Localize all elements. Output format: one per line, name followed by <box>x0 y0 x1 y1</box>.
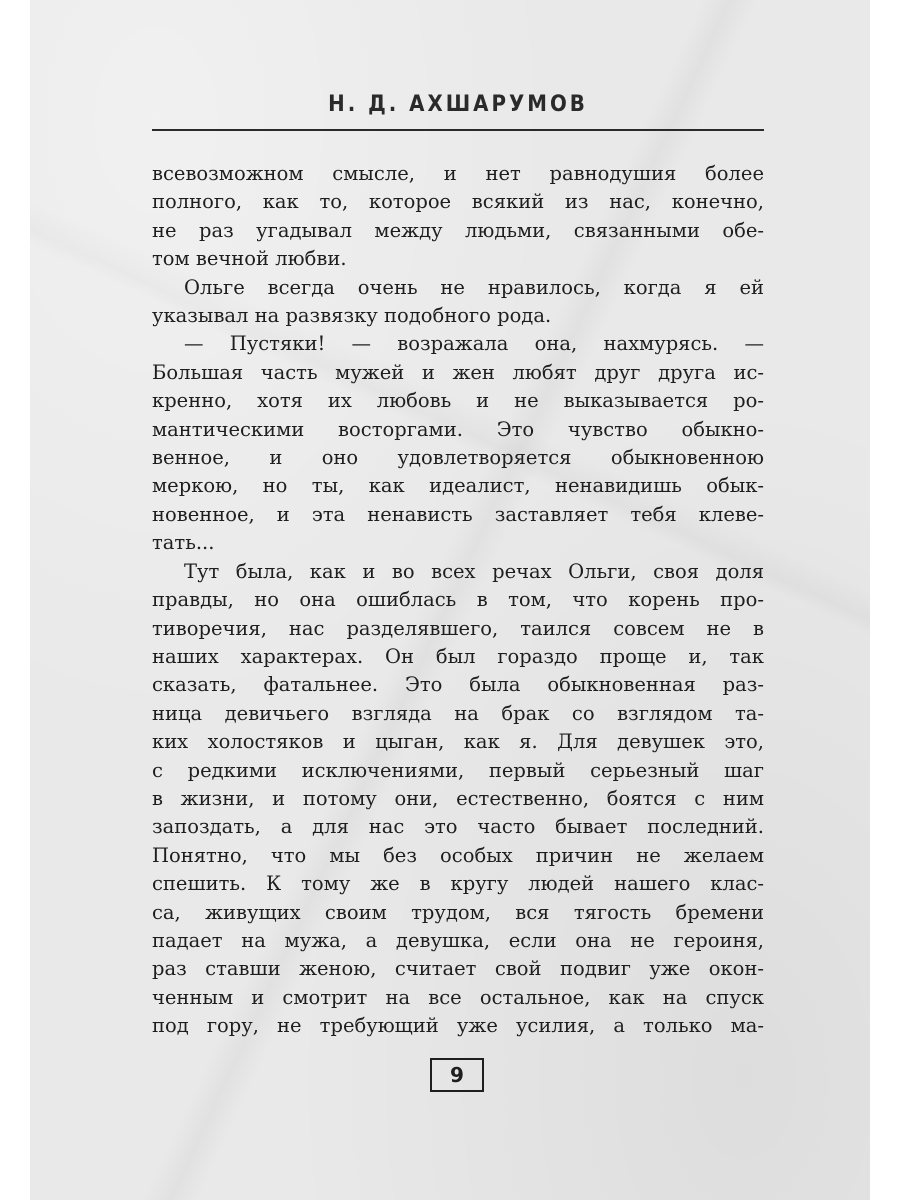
text-line: правды, но она ошиблась в том, что корень про- <box>152 588 764 612</box>
text-line: ких холостяков и цыган, как я. Для девушек это, <box>152 730 764 754</box>
text-line: Большая часть мужей и жен любят друг друга ис- <box>152 360 764 384</box>
text-line: Понятно, что мы без особых причин не желаем <box>152 843 764 867</box>
running-header-author: Н. Д. АХШАРУМОВ <box>328 92 588 117</box>
text-line: сказать, фатальнее. Это была обыкновенная раз- <box>152 673 764 697</box>
text-line: всевозможном смысле, и нет равнодушия более <box>152 162 764 185</box>
text-line: новенное, и эта ненависть заставляет тебя клеве- <box>152 502 764 526</box>
text-line: под гору, не требующий уже усилия, а только ма- <box>152 1014 764 1038</box>
text-line: падает на мужа, а девушка, если она не героиня, <box>152 928 764 952</box>
header-rule <box>152 129 764 131</box>
text-line: тиворечия, нас разделявшего, таился совсем не в <box>152 616 764 640</box>
text-line: Ольге всегда очень не нравилось, когда я ей <box>184 275 764 299</box>
body-text <box>152 160 764 1041</box>
text-line: Тут была, как и во всех речах Ольги, своя доля <box>184 559 764 583</box>
text-line: венное, и оно удовлетворяется обыкновенною <box>152 446 764 470</box>
text-line: раз ставши женою, считает свой подвиг уже окон- <box>152 957 764 981</box>
text-line: ница девичьего взгляда на брак со взглядом та- <box>152 701 764 725</box>
text-line: ченным и смотрит на все остальное, как на спуск <box>152 985 764 1009</box>
text-line: том вечной любви. <box>152 247 347 271</box>
text-line: меркою, но ты, как идеалист, ненавидишь обык- <box>152 474 764 498</box>
text-line: тать... <box>152 531 215 555</box>
text-line: — Пустяки! — возражала она, нахмурясь. — <box>184 332 764 356</box>
text-line: в жизни, и потому они, естественно, боятся с ним <box>152 786 764 810</box>
book-page <box>30 0 870 1200</box>
page-number: 9 <box>430 1058 484 1092</box>
text-line: мантическими восторгами. Это чувство обыкно- <box>152 417 764 441</box>
text-line: полного, как то, которое всякий из нас, конечно, <box>152 190 764 214</box>
text-line: наших характерах. Он был гораздо проще и, так <box>152 644 764 668</box>
text-line: указывал на развязку подобного рода. <box>152 304 552 328</box>
text-line: запоздать, а для нас это часто бывает последний. <box>152 815 764 839</box>
text-line: с редкими исключениями, первый серьезный шаг <box>152 758 764 782</box>
text-line: са, живущих своим трудом, вся тягость бремени <box>152 900 764 924</box>
text-line: кренно, хотя их любовь и не выказывается ро- <box>152 389 764 413</box>
text-line: спешить. К тому же в кругу людей нашего клас- <box>152 872 764 896</box>
text-line: не раз угадывал между людьми, связанными обе- <box>152 218 764 242</box>
